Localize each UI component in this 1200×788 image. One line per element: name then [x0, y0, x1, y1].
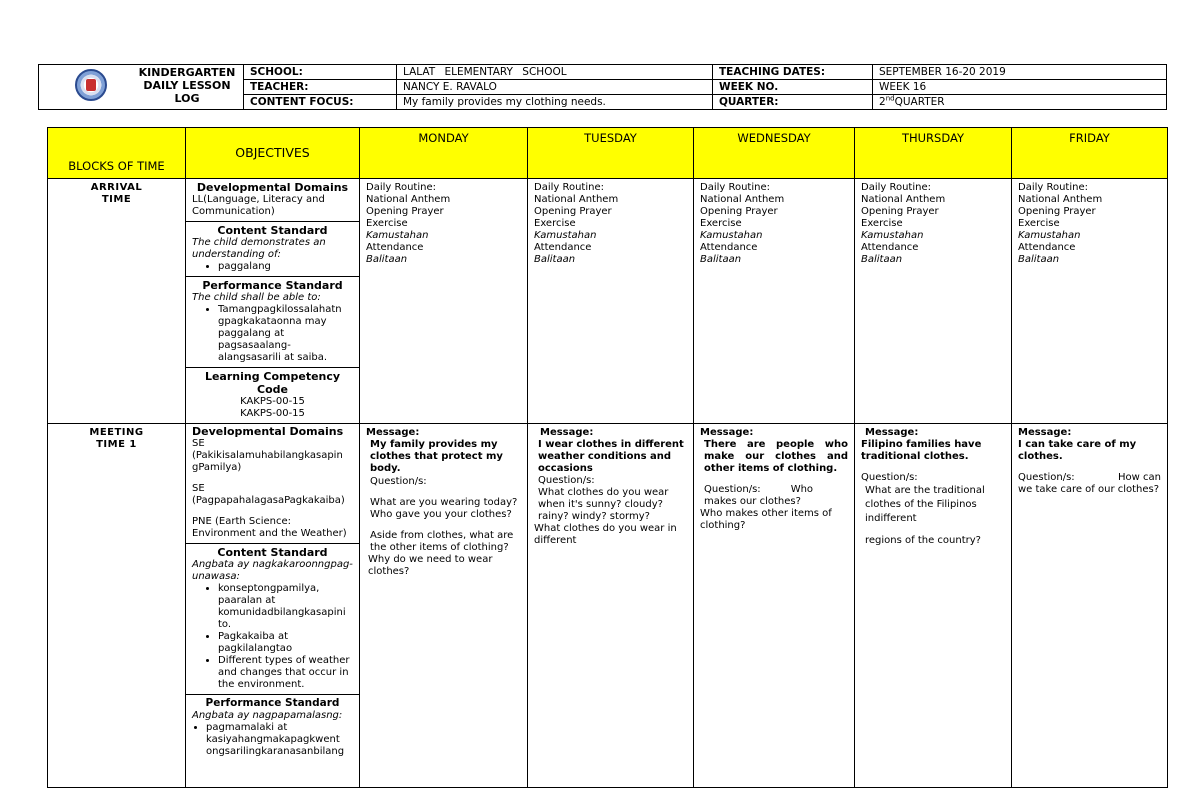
lesson-table [47, 127, 1168, 788]
meeting-performance-standard: Performance Standard Angbata ay nagpapamalasng: • pagmamalaki at kasiyahangmakapagkwent ongsarilingkaranasanbilang [186, 695, 359, 761]
content-label: CONTENT FOCUS: [244, 95, 397, 110]
dates-value: SEPTEMBER 16-20 2019 [873, 65, 1167, 80]
quarter-value: 2ndQUARTER [873, 95, 1167, 110]
meeting-friday: Message: I can take care of my clothes. Question/s: How can we take care of our clothes? [1012, 424, 1168, 788]
meeting-dev-domains: Developmental Domains SE (Pakikisalamuhabilangkasapin gPamilya) SE (PagpapahalagasaPagkakaiba) PNE (Earth Science: Environment and the Weather) [186, 424, 359, 544]
quarter-label: QUARTER: [713, 95, 873, 110]
week-label: WEEK NO. [713, 80, 873, 95]
dates-label: TEACHING DATES: [713, 65, 873, 80]
meeting-tuesday: Message: I wear clothes in different weather conditions and occasions Question/s: What clothes do you wear when it's sunny? cloudy? rainy? windy? stormy? What clothes do you wear in different [528, 424, 694, 788]
col-wednesday: WEDNESDAY [694, 128, 855, 179]
school-value: LALAT ELEMENTARY SCHOOL [397, 65, 713, 80]
arrival-wednesday: Daily Routine: National Anthem Opening Prayer Exercise Kamustahan Attendance Balitaan [694, 179, 855, 424]
teacher-label: TEACHER: [244, 80, 397, 95]
teacher-value: NANCY E. RAVALO [397, 80, 713, 95]
school-label: SCHOOL: [244, 65, 397, 80]
meeting-title: MEETING TIME 1 [48, 424, 186, 788]
meeting-row [48, 424, 1168, 788]
logo-cell [39, 65, 244, 110]
meeting-content-standard: Content Standard Angbata ay nagkakaroonngpag-unawasa: • konseptongpamilya, paaralan at komunidadbilangkasapini to. • Pagkakaiba at pagkilalangtao • Different types of weather and changes that occur in the environment. [186, 544, 359, 695]
col-blocks: BLOCKS OF TIME [48, 128, 186, 179]
header-table [38, 64, 1167, 110]
log-title: KINDERGARTEN DAILY LESSON LOG [138, 66, 236, 105]
meeting-wednesday: Message: There are people who make our clothes and other items of clothing. Question/s: Who makes our clothes? Who makes other items of clothing? [694, 424, 855, 788]
arrival-competency-code: Learning Competency Code KAKPS-00-15 KAKPS-00-15 [204, 370, 341, 419]
meeting-monday: Message: My family provides my clothes that protect my body. Question/s: What are you wearing today? Who gave you your clothes? Aside from clothes, what are the other items of clothing? Why do we need to wear clothes? [360, 424, 528, 788]
week-value: WEEK 16 [873, 80, 1167, 95]
column-header-row [48, 128, 1168, 179]
meeting-thursday: Message: Filipino families have traditional clothes. Question/s: What are the traditional clothes of the Filipinos indifferent regions of the country? [855, 424, 1012, 788]
arrival-performance-standard: Performance Standard The child shall be able to: • Tamangpagkilossalahatn gpagkakataonna may paggalang at pagsasaalang-alangsasarili at saiba. [186, 277, 359, 368]
col-friday: FRIDAY [1012, 128, 1168, 179]
col-thursday: THURSDAY [855, 128, 1012, 179]
col-objectives: OBJECTIVES [186, 128, 360, 179]
arrival-thursday: Daily Routine: National Anthem Opening Prayer Exercise Kamustahan Attendance Balitaan [855, 179, 1012, 424]
content-value: My family provides my clothing needs. [397, 95, 713, 110]
arrival-tuesday: Daily Routine: National Anthem Opening Prayer Exercise Kamustahan Attendance Balitaan [528, 179, 694, 424]
arrival-content-standard: Content Standard The child demonstrates an understanding of: • paggalang [186, 222, 359, 277]
arrival-objectives [186, 179, 360, 424]
arrival-monday: Daily Routine: National Anthem Opening Prayer Exercise Kamustahan Attendance Balitaan [360, 179, 528, 424]
col-monday: MONDAY [360, 128, 528, 179]
deped-seal-icon [75, 69, 107, 101]
col-tuesday: TUESDAY [528, 128, 694, 179]
arrival-dev-domains: Developmental Domains LL(Language, Literacy and Communication) [186, 179, 359, 222]
arrival-row [48, 179, 1168, 424]
arrival-friday: Daily Routine: National Anthem Opening Prayer Exercise Kamustahan Attendance Balitaan [1012, 179, 1168, 424]
arrival-title: ARRIVAL TIME [48, 179, 186, 424]
meeting-objectives [186, 424, 360, 788]
